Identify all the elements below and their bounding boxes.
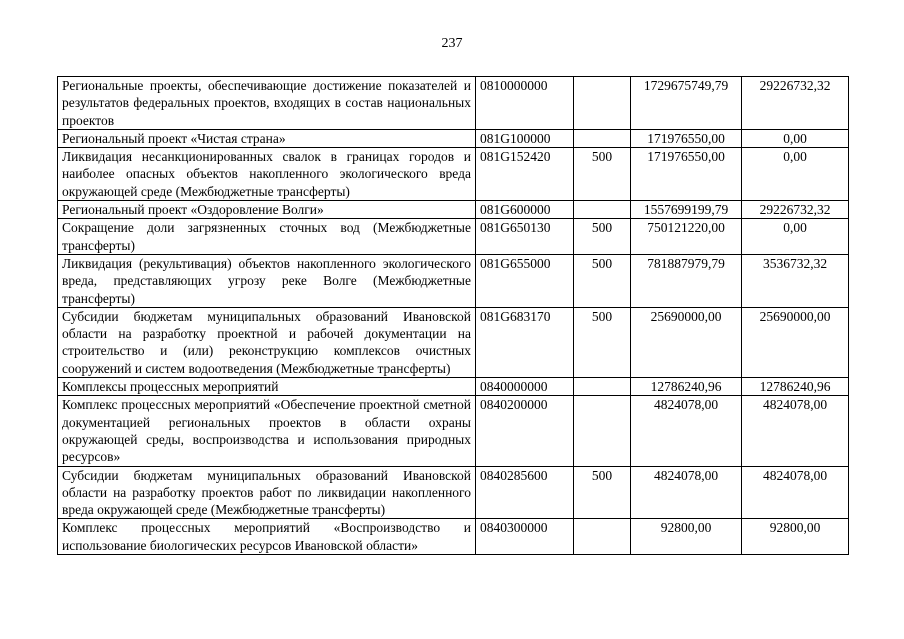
table-row: [58, 466, 849, 519]
row-expense-type: 500: [574, 254, 631, 307]
table-row: [58, 219, 849, 255]
table-row: [58, 77, 849, 130]
row-sum-1: 12786240,96: [631, 378, 742, 396]
row-sum-1: 781887979,79: [631, 254, 742, 307]
row-name: Комплекс процессных мероприятий «Обеспечение проектной сметной документацией региональных проектов в области охраны окружающей среды, воспроизводства и использования природных ресурсов»: [58, 396, 476, 466]
row-sum-1: 1729675749,79: [631, 77, 742, 130]
row-code: 0810000000: [476, 77, 574, 130]
row-code: 081G100000: [476, 129, 574, 147]
row-name: Субсидии бюджетам муниципальных образований Ивановской области на разработку проектов работ по ликвидации накопленного вреда окружающей среде (Межбюджетные трансферты): [58, 466, 476, 519]
row-sum-1: 4824078,00: [631, 466, 742, 519]
row-name: Субсидии бюджетам муниципальных образований Ивановской области на разработку проектной и рабочей документации на строительство и (или) реконструкцию комплексов очистных сооружений и систем водоотведения (Межбюджетные трансферты): [58, 307, 476, 377]
row-code: 081G152420: [476, 148, 574, 201]
row-expense-type: [574, 201, 631, 219]
row-expense-type: 500: [574, 148, 631, 201]
row-code: 081G650130: [476, 219, 574, 255]
row-sum-2: 92800,00: [742, 519, 849, 555]
table-row: [58, 201, 849, 219]
row-sum-2: 12786240,96: [742, 378, 849, 396]
row-code: 0840000000: [476, 378, 574, 396]
row-expense-type: [574, 77, 631, 130]
row-sum-2: 4824078,00: [742, 466, 849, 519]
row-name: Ликвидация несанкционированных свалок в границах городов и наиболее опасных объектов накопленного экологического вреда окружающей среде (Межбюджетные трансферты): [58, 148, 476, 201]
row-sum-1: 171976550,00: [631, 148, 742, 201]
table-row: [58, 519, 849, 555]
row-sum-2: 0,00: [742, 219, 849, 255]
row-name: Региональные проекты, обеспечивающие достижение показателей и результатов федеральных проектов, входящих в состав национальных проектов: [58, 77, 476, 130]
row-expense-type: 500: [574, 219, 631, 255]
row-code: 0840285600: [476, 466, 574, 519]
row-sum-1: 171976550,00: [631, 129, 742, 147]
page-number: 237: [441, 36, 463, 51]
row-name: Региональный проект «Оздоровление Волги»: [58, 201, 476, 219]
row-name: Региональный проект «Чистая страна»: [58, 129, 476, 147]
row-code: 0840200000: [476, 396, 574, 466]
row-sum-1: 750121220,00: [631, 219, 742, 255]
table-row: [58, 129, 849, 147]
row-sum-2: 4824078,00: [742, 396, 849, 466]
row-sum-2: 29226732,32: [742, 201, 849, 219]
row-expense-type: 500: [574, 466, 631, 519]
row-sum-2: 25690000,00: [742, 307, 849, 377]
row-sum-2: 0,00: [742, 129, 849, 147]
table-row: [58, 254, 849, 307]
row-expense-type: [574, 378, 631, 396]
row-sum-1: 92800,00: [631, 519, 742, 555]
row-code: 0840300000: [476, 519, 574, 555]
row-code: 081G683170: [476, 307, 574, 377]
row-expense-type: [574, 396, 631, 466]
budget-table: [57, 76, 849, 555]
row-expense-type: 500: [574, 307, 631, 377]
row-sum-2: 29226732,32: [742, 77, 849, 130]
row-expense-type: [574, 519, 631, 555]
table-row: [58, 307, 849, 377]
row-sum-1: 4824078,00: [631, 396, 742, 466]
row-expense-type: [574, 129, 631, 147]
row-sum-2: 3536732,32: [742, 254, 849, 307]
row-sum-1: 25690000,00: [631, 307, 742, 377]
row-name: Комплекс процессных мероприятий «Воспроизводство и использование биологических ресурсов Ивановской области»: [58, 519, 476, 555]
table-row: [58, 396, 849, 466]
row-name: Сокращение доли загрязненных сточных вод (Межбюджетные трансферты): [58, 219, 476, 255]
row-sum-1: 1557699199,79: [631, 201, 742, 219]
table-row: [58, 378, 849, 396]
table-row: [58, 148, 849, 201]
row-code: 081G655000: [476, 254, 574, 307]
row-name: Комплексы процессных мероприятий: [58, 378, 476, 396]
row-code: 081G600000: [476, 201, 574, 219]
row-sum-2: 0,00: [742, 148, 849, 201]
row-name: Ликвидация (рекультивация) объектов накопленного экологического вреда, представляющих угрозу реке Волге (Межбюджетные трансферты): [58, 254, 476, 307]
